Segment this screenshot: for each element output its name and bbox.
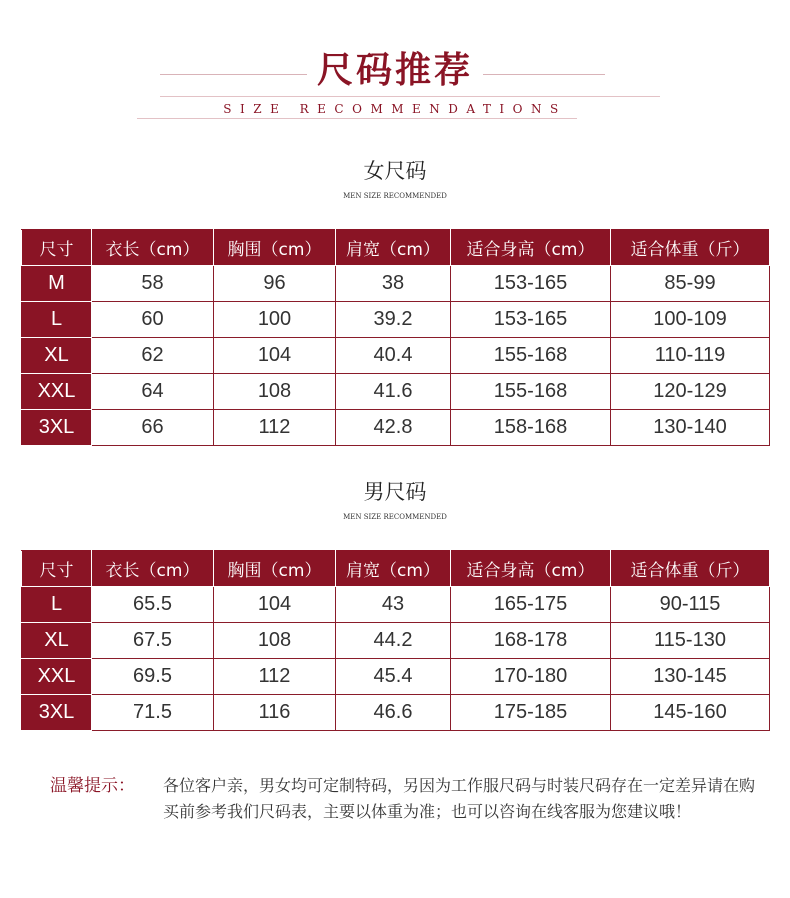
chest-cell: 108 bbox=[214, 374, 336, 410]
shoulder-cell: 38 bbox=[336, 266, 451, 302]
chest-cell: 104 bbox=[214, 587, 336, 623]
table-row bbox=[22, 338, 770, 374]
header-height: 适合身高（cm） bbox=[451, 230, 611, 266]
header-size: 尺寸 bbox=[22, 230, 92, 266]
length-cell: 66 bbox=[92, 410, 214, 446]
height-cell: 158-168 bbox=[451, 410, 611, 446]
chest-cell: 116 bbox=[214, 695, 336, 731]
page-subtitle: SIZE RECOMMENDATIONS bbox=[223, 102, 567, 116]
shoulder-cell: 40.4 bbox=[336, 338, 451, 374]
weight-cell: 120-129 bbox=[611, 374, 770, 410]
size-cell: M bbox=[22, 266, 92, 302]
height-cell: 170-180 bbox=[451, 659, 611, 695]
women-section-subtitle: MEN SIZE RECOMMENDED bbox=[343, 192, 447, 200]
header-chest: 胸围（cm） bbox=[214, 551, 336, 587]
size-cell: L bbox=[22, 587, 92, 623]
shoulder-cell: 45.4 bbox=[336, 659, 451, 695]
weight-cell: 100-109 bbox=[611, 302, 770, 338]
chest-cell: 100 bbox=[214, 302, 336, 338]
table-row bbox=[22, 266, 770, 302]
table-row bbox=[22, 659, 770, 695]
table-row bbox=[22, 587, 770, 623]
table-header-row bbox=[22, 551, 770, 587]
shoulder-cell: 39.2 bbox=[336, 302, 451, 338]
header-height: 适合身高（cm） bbox=[451, 551, 611, 587]
size-cell: L bbox=[22, 302, 92, 338]
women-section-title: 女尺码 bbox=[363, 159, 427, 183]
header-length: 衣长（cm） bbox=[92, 551, 214, 587]
length-cell: 64 bbox=[92, 374, 214, 410]
header-weight: 适合体重（斤） bbox=[611, 230, 770, 266]
shoulder-cell: 46.6 bbox=[336, 695, 451, 731]
shoulder-cell: 43 bbox=[336, 587, 451, 623]
chest-cell: 112 bbox=[214, 410, 336, 446]
decor-line bbox=[137, 118, 577, 119]
chest-cell: 108 bbox=[214, 623, 336, 659]
men-size-table bbox=[21, 550, 770, 731]
length-cell: 71.5 bbox=[92, 695, 214, 731]
weight-cell: 85-99 bbox=[611, 266, 770, 302]
tip-text: 各位客户亲，男女均可定制特码，另因为工作服尺码与时装尺码存在一定差异请在购买前参考我们尺码表，主要以体重为准；也可以咨询在线客服为您建议哦！ bbox=[163, 776, 756, 821]
weight-cell: 90-115 bbox=[611, 587, 770, 623]
page-title-text: 尺码推荐 bbox=[307, 49, 483, 91]
height-cell: 165-175 bbox=[451, 587, 611, 623]
table-row bbox=[22, 695, 770, 731]
chest-cell: 96 bbox=[214, 266, 336, 302]
header-size: 尺寸 bbox=[22, 551, 92, 587]
table-row bbox=[22, 302, 770, 338]
table-header-row bbox=[22, 230, 770, 266]
page-title bbox=[0, 48, 790, 92]
size-cell: 3XL bbox=[22, 410, 92, 446]
height-cell: 153-165 bbox=[451, 302, 611, 338]
weight-cell: 110-119 bbox=[611, 338, 770, 374]
women-size-table bbox=[21, 229, 770, 446]
weight-cell: 115-130 bbox=[611, 623, 770, 659]
weight-cell: 130-140 bbox=[611, 410, 770, 446]
header-shoulder: 肩宽（cm） bbox=[336, 551, 451, 587]
header-shoulder: 肩宽（cm） bbox=[336, 230, 451, 266]
header-length: 衣长（cm） bbox=[92, 230, 214, 266]
size-cell: XL bbox=[22, 623, 92, 659]
header-weight: 适合体重（斤） bbox=[611, 551, 770, 587]
size-cell: 3XL bbox=[22, 695, 92, 731]
height-cell: 168-178 bbox=[451, 623, 611, 659]
weight-cell: 130-145 bbox=[611, 659, 770, 695]
tip-label: 温馨提示： bbox=[50, 776, 135, 796]
height-cell: 155-168 bbox=[451, 374, 611, 410]
length-cell: 65.5 bbox=[92, 587, 214, 623]
length-cell: 69.5 bbox=[92, 659, 214, 695]
length-cell: 60 bbox=[92, 302, 214, 338]
length-cell: 67.5 bbox=[92, 623, 214, 659]
size-cell: XXL bbox=[22, 374, 92, 410]
decor-line bbox=[160, 96, 660, 97]
weight-cell: 145-160 bbox=[611, 695, 770, 731]
page-header bbox=[0, 0, 790, 130]
size-cell: XXL bbox=[22, 659, 92, 695]
table-row bbox=[22, 374, 770, 410]
men-section-title: 男尺码 bbox=[363, 480, 427, 504]
chest-cell: 112 bbox=[214, 659, 336, 695]
table-row bbox=[22, 623, 770, 659]
shoulder-cell: 44.2 bbox=[336, 623, 451, 659]
men-section-subtitle: MEN SIZE RECOMMENDED bbox=[343, 513, 447, 521]
chest-cell: 104 bbox=[214, 338, 336, 374]
height-cell: 155-168 bbox=[451, 338, 611, 374]
shoulder-cell: 41.6 bbox=[336, 374, 451, 410]
header-chest: 胸围（cm） bbox=[214, 230, 336, 266]
length-cell: 58 bbox=[92, 266, 214, 302]
shoulder-cell: 42.8 bbox=[336, 410, 451, 446]
length-cell: 62 bbox=[92, 338, 214, 374]
height-cell: 175-185 bbox=[451, 695, 611, 731]
table-row bbox=[22, 410, 770, 446]
size-cell: XL bbox=[22, 338, 92, 374]
height-cell: 153-165 bbox=[451, 266, 611, 302]
